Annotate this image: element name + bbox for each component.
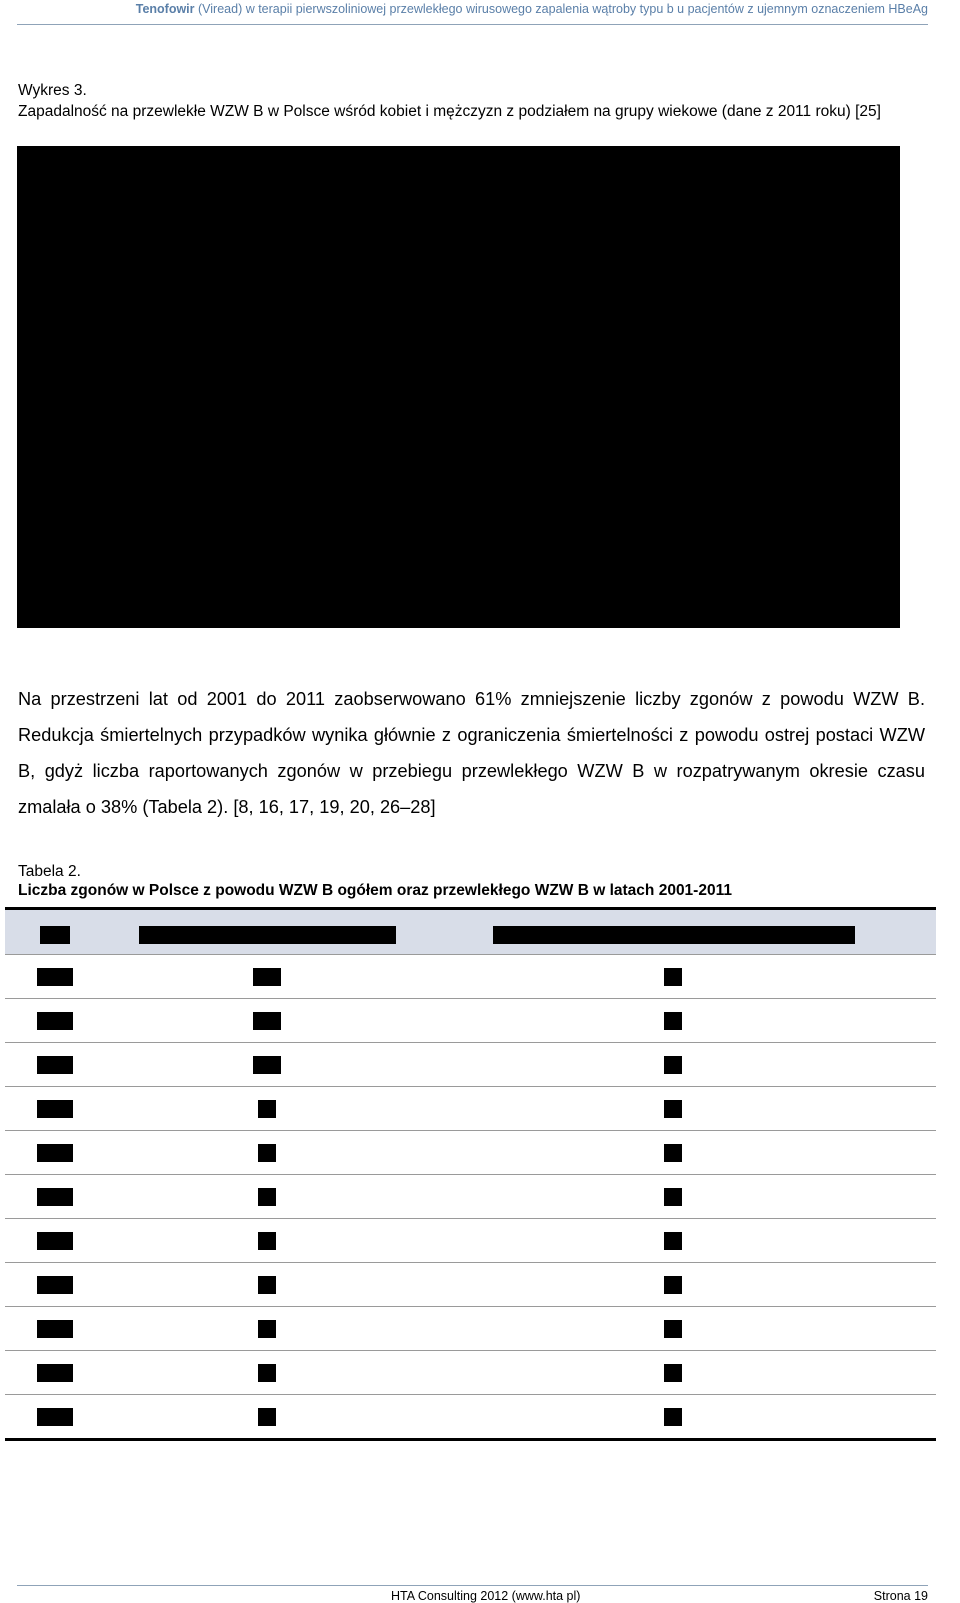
footer-divider <box>17 1585 928 1586</box>
redacted-cell <box>258 1188 276 1206</box>
table-row <box>5 1086 936 1130</box>
table-row <box>5 1350 936 1394</box>
table-row <box>5 1218 936 1262</box>
redacted-cell <box>664 1276 682 1294</box>
redacted-cell <box>664 1364 682 1382</box>
table-row <box>5 954 936 998</box>
header-divider <box>17 24 928 25</box>
redacted-cell <box>664 1100 682 1118</box>
redacted-cell <box>253 1012 281 1030</box>
redacted-cell <box>37 1320 73 1338</box>
redacted-cell <box>37 1012 73 1030</box>
body-paragraph: Na przestrzeni lat od 2001 do 2011 zaobserwowano 61% zmniejszenie liczby zgonów z powodu WZW B. Redukcja śmiertelnych przypadków wynika głównie z ograniczenia śmiertelności z powodu ostrej postaci WZW B, gdyż liczba raportowanych zgonów w przebiegu przewlekłego WZW B w rozpatrywanym okresie czasu zmalała o 38% (Tabela 2). [8, 16, 17, 19, 20, 26–28] <box>18 689 925 817</box>
redacted-cell <box>37 1056 73 1074</box>
redacted-header-cell <box>493 926 855 944</box>
page-header <box>0 2 928 16</box>
table-row <box>5 1042 936 1086</box>
redacted-cell <box>664 1408 682 1426</box>
redacted-cell <box>37 1232 73 1250</box>
redacted-cell <box>37 1276 73 1294</box>
redacted-cell <box>664 1188 682 1206</box>
redacted-cell <box>37 1364 73 1382</box>
figure-label: Wykres 3. <box>18 82 87 99</box>
table-row <box>5 1394 936 1441</box>
redacted-cell <box>258 1364 276 1382</box>
redacted-cell <box>37 1408 73 1426</box>
table-caption: Liczba zgonów w Polsce z powodu WZW B ogółem oraz przewlekłego WZW B w latach 2001-2011 <box>18 882 732 899</box>
table-row <box>5 998 936 1042</box>
page-number: Strona 19 <box>873 1589 928 1603</box>
table-row <box>5 1130 936 1174</box>
redacted-cell <box>258 1232 276 1250</box>
redacted-table <box>5 907 936 1441</box>
redacted-header-cell <box>40 926 70 944</box>
table-row <box>5 1262 936 1306</box>
figure-caption: Zapadalność na przewlekłe WZW B w Polsce wśród kobiet i mężczyzn z podziałem na grupy wiekowe (dane z 2011 roku) [25] <box>18 103 881 120</box>
footer-publisher: HTA Consulting 2012 (www.hta pl) <box>391 1589 581 1603</box>
redacted-cell <box>253 968 281 986</box>
table-row <box>5 1306 936 1350</box>
redacted-cell <box>258 1408 276 1426</box>
redacted-cell <box>37 1144 73 1162</box>
redacted-cell <box>37 1100 73 1118</box>
redacted-cell <box>37 1188 73 1206</box>
redacted-cell <box>664 1232 682 1250</box>
table-header-row <box>5 907 936 954</box>
header-subtitle: (Viread) w terapii pierwszoliniowej przewlekłego wirusowego zapalenia wątroby typu b u pacjentów z ujemnym oznaczeniem HBeAg <box>194 2 928 16</box>
redacted-chart <box>17 146 900 628</box>
header-drug-name: Tenofowir <box>135 2 195 16</box>
table-label: Tabela 2. <box>18 863 81 880</box>
redacted-cell <box>664 1320 682 1338</box>
redacted-header-cell <box>139 926 396 944</box>
redacted-cell <box>664 968 682 986</box>
redacted-cell <box>258 1144 276 1162</box>
redacted-cell <box>37 968 73 986</box>
redacted-cell <box>664 1144 682 1162</box>
redacted-cell <box>664 1056 682 1074</box>
redacted-cell <box>258 1100 276 1118</box>
table-row <box>5 1174 936 1218</box>
redacted-cell <box>253 1056 281 1074</box>
redacted-cell <box>258 1276 276 1294</box>
redacted-cell <box>258 1320 276 1338</box>
redacted-cell <box>664 1012 682 1030</box>
